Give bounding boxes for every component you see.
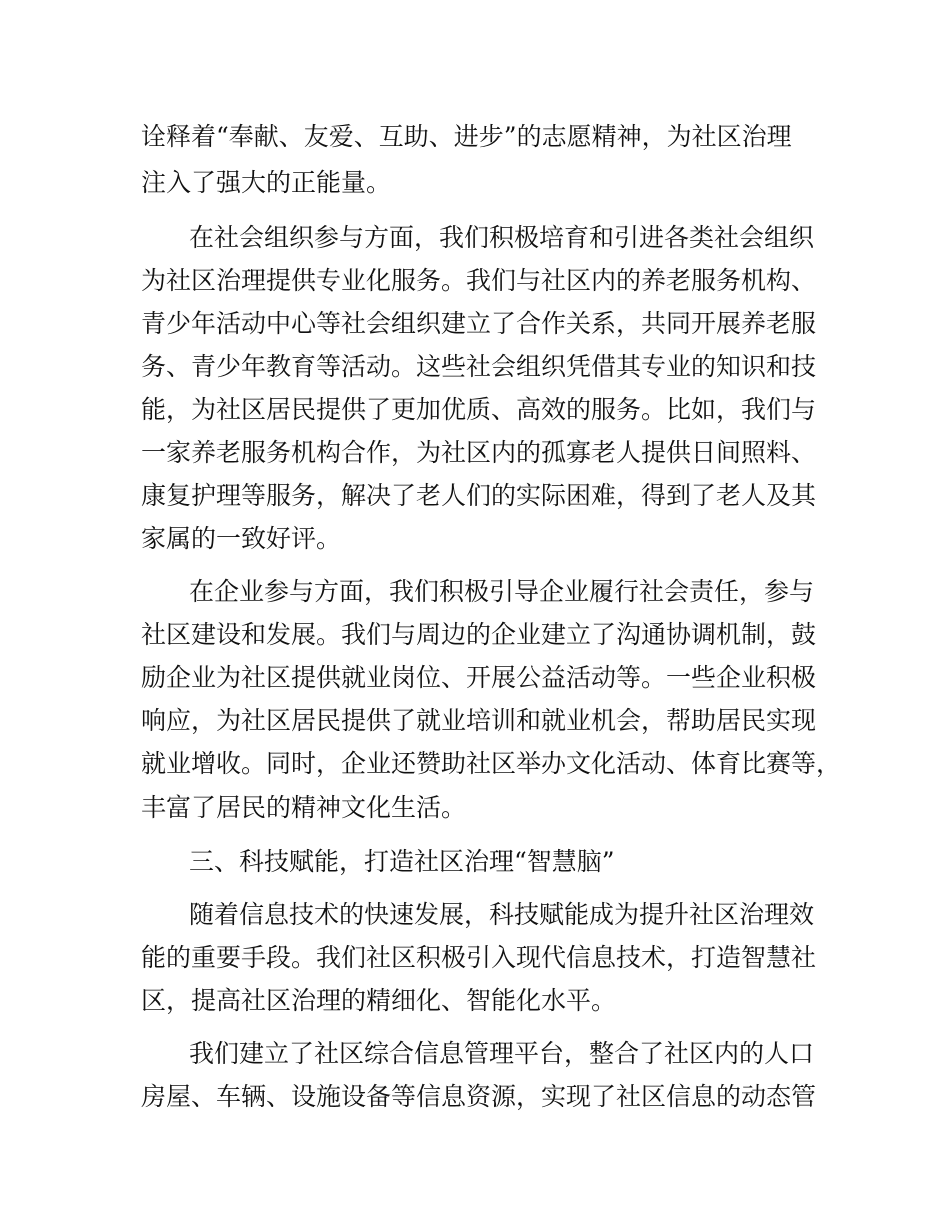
- text-line: 诠释着“奉献、友爱、互助、进步”的志愿精神，为社区治理: [141, 122, 792, 151]
- text-line: 社区建设和发展。我们与周边的企业建立了沟通协调机制，鼓: [141, 620, 817, 649]
- text-line: 丰富了居民的精神文化生活。: [141, 793, 467, 822]
- text-line: 为社区治理提供专业化服务。我们与社区内的养老服务机构、: [141, 266, 817, 295]
- text-line: 青少年活动中心等社会组织建立了合作关系，共同开展养老服: [141, 309, 817, 338]
- text-line: 就业增收。同时，企业还赞助社区举办文化活动、体育比赛等，: [141, 749, 842, 778]
- text-line: 响应，为社区居民提供了就业培训和就业机会，帮助居民实现: [141, 706, 817, 735]
- text-line: 一家养老服务机构合作，为社区内的孤寡老人提供日间照料、: [141, 438, 817, 467]
- text-line: 房屋、车辆、设施设备等信息资源，实现了社区信息的动态管: [141, 1082, 817, 1111]
- text-line: 注入了强大的正能量。: [141, 168, 392, 197]
- section-heading: 三、科技赋能，打造社区治理“智慧脑”: [189, 847, 615, 876]
- text-line: 区，提高社区治理的精细化、智能化水平。: [141, 986, 617, 1015]
- paragraph-start-line: 在企业参与方面，我们积极引导企业履行社会责任，参与: [189, 577, 815, 606]
- text-line: 康复护理等服务，解决了老人们的实际困难，得到了老人及其: [141, 481, 817, 510]
- text-line: 能，为社区居民提供了更加优质、高效的服务。比如，我们与: [141, 395, 817, 424]
- paragraph-start-line: 随着信息技术的快速发展，科技赋能成为提升社区治理效: [189, 900, 815, 929]
- paragraph-start-line: 在社会组织参与方面，我们积极培育和引进各类社会组织: [189, 223, 815, 252]
- paragraph-start-line: 我们建立了社区综合信息管理平台，整合了社区内的人口: [189, 1039, 815, 1068]
- text-line: 务、青少年教育等活动。这些社会组织凭借其专业的知识和技: [141, 352, 817, 381]
- text-line: 家属的一致好评。: [141, 524, 342, 553]
- text-line: 励企业为社区提供就业岗位、开展公益活动等。一些企业积极: [141, 663, 817, 692]
- text-line: 能的重要手段。我们社区积极引入现代信息技术，打造智慧社: [141, 943, 817, 972]
